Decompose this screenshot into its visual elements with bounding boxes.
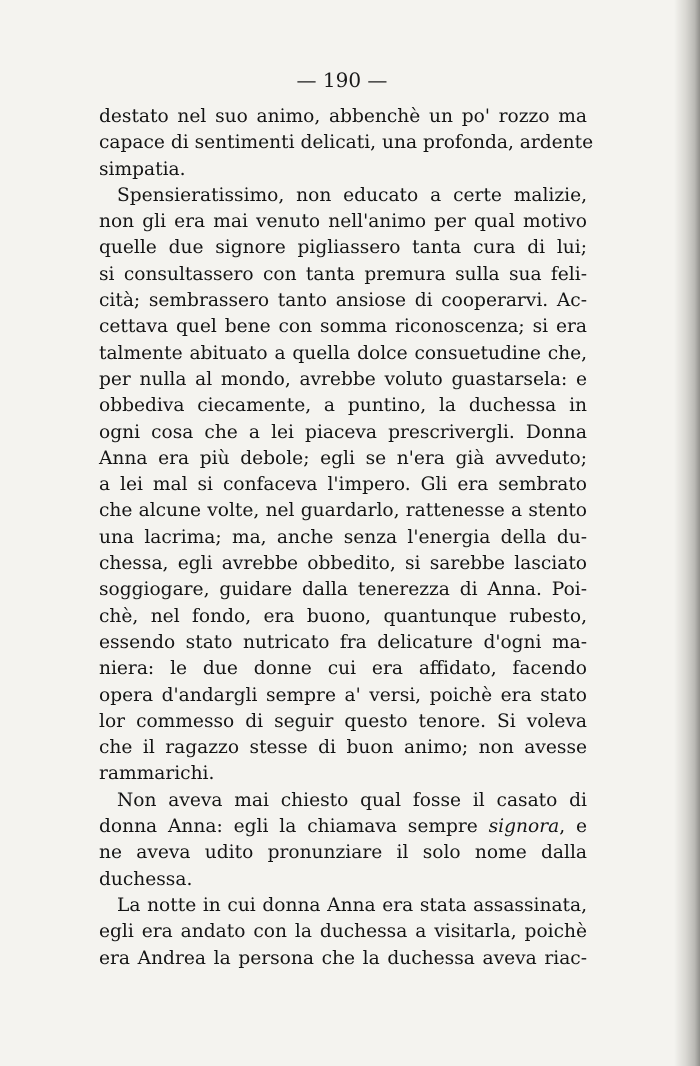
text-line: Anna era più debole; egli se n'era già avveduto; [99, 447, 587, 469]
page-edge-shadow [674, 0, 700, 1066]
text-line: opera d'andargli sempre a' versi, poichè era stato [99, 684, 587, 706]
text-line: ogni cosa che a lei piaceva prescrivergli. Donna [99, 421, 587, 443]
text-line: Non aveva mai chiesto qual fosse il casato di [117, 789, 587, 811]
text-line: duchessa. [99, 868, 193, 890]
text-line: chessa, egli avrebbe obbedito, si sarebbe lasciato [99, 553, 587, 575]
page-number: — 190 — [296, 68, 388, 92]
text-line: era Andrea la persona che la duchessa aveva riac- [99, 947, 587, 969]
text-line: La notte in cui donna Anna era stata assassinata, [117, 894, 587, 916]
text-line: talmente abituato a quella dolce consuetudine che, [99, 342, 587, 364]
text-line: ne aveva udito pronunziare il solo nome dalla [99, 842, 587, 864]
italic-word: signora [488, 816, 560, 838]
text-segment: , e [559, 816, 587, 838]
text-line: obbediva ciecamente, a puntino, la duchessa in [99, 395, 587, 417]
text-line: capace di sentimenti delicati, una profonda, ardente [99, 132, 594, 154]
body-text [99, 104, 594, 972]
text-line-with-italic [99, 814, 587, 840]
text-line: essendo stato nutricato fra delicature d'ogni ma- [99, 631, 587, 653]
text-line: chè, nel fondo, era buono, quantunque rubesto, [99, 605, 587, 627]
text-line: si consultassero con tanta premura sulla sua feli- [99, 263, 587, 285]
text-line: egli era andato con la duchessa a visitarla, poichè [99, 921, 587, 943]
text-line: a lei mal si confaceva l'impero. Gli era sembrato [99, 474, 587, 496]
text-line: destato nel suo animo, abbenchè un po' rozzo ma [99, 106, 587, 127]
text-segment: donna Anna: egli la chiamava sempre [99, 816, 478, 838]
text-line: cettava quel bene con somma riconoscenza; si era [99, 316, 587, 338]
text-line: che alcune volte, nel guardarlo, rattenesse a stento [99, 500, 587, 522]
text-line: quelle due signore pigliassero tanta cura di lui; [99, 237, 587, 259]
text-line: cità; sembrassero tanto ansiose di cooperarvi. Ac- [99, 290, 587, 312]
text-line: non gli era mai venuto nell'animo per qual motivo [99, 211, 587, 233]
text-line: una lacrima; ma, anche senza l'energia della du- [99, 526, 587, 548]
text-line: per nulla al mondo, avrebbe voluto guastarsela: e [99, 368, 587, 390]
text-line: rammarichi. [99, 763, 215, 785]
text-line: che il ragazzo stesse di buon animo; non avesse [99, 737, 587, 759]
text-line: Spensieratissimo, non educato a certe malizie, [117, 184, 587, 206]
text-line: niera: le due donne cui era affidato, facendo [99, 658, 587, 680]
text-line: lor commesso di seguir questo tenore. Si voleva [99, 710, 587, 732]
text-line: soggiogare, guidare dalla tenerezza di Anna. Poi- [99, 579, 587, 601]
text-line: simpatia. [99, 158, 186, 180]
